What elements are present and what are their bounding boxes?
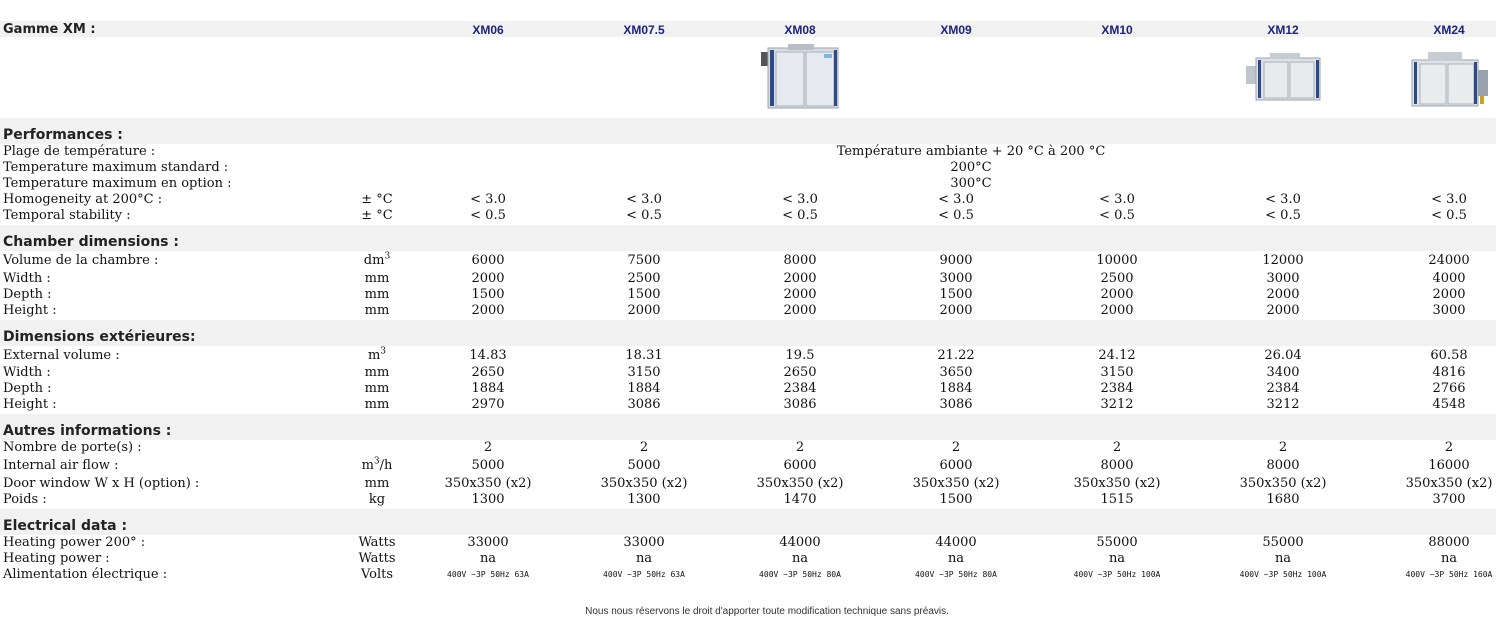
value-cell: 350x350 (x2) (912, 476, 1000, 491)
electrical-band (0, 509, 1496, 535)
value-cell: < 0.5 (1265, 208, 1301, 223)
value-cell: 2500 (1100, 271, 1134, 286)
row-unit (365, 287, 390, 303)
value-cell: 3700 (1432, 492, 1466, 507)
value-cell: 2000 (1432, 287, 1466, 302)
unit-text: mm (364, 476, 390, 491)
value-cell: 7500 (627, 253, 661, 268)
row-unit (368, 348, 386, 364)
value-cell: 350x350 (x2) (600, 476, 688, 491)
value-cell: 4000 (1432, 271, 1466, 286)
value-cell: 6000 (471, 253, 505, 268)
row-chamber-width (0, 271, 1496, 287)
value-cell: 400V ~3P 50Hz 63A (603, 570, 685, 579)
value-cell: 1680 (1266, 492, 1300, 507)
row-value: 300°C (950, 176, 992, 191)
value-cell: < 3.0 (470, 192, 506, 207)
row-label: Homogeneity at 200°C : (3, 192, 163, 207)
value-cell: < 3.0 (1431, 192, 1467, 207)
value-cell: < 0.5 (1099, 208, 1135, 223)
value-cell: na (479, 551, 497, 566)
row-label: Temperature maximum standard : (3, 160, 229, 175)
value-cell: 1500 (471, 287, 505, 302)
row-chamber-height (0, 303, 1496, 319)
value-cell: na (1440, 551, 1458, 566)
value-cell: 5000 (471, 458, 505, 473)
value-cell: 350x350 (x2) (1405, 476, 1493, 491)
value-cell: 350x350 (x2) (1239, 476, 1327, 491)
row-unit (365, 397, 390, 413)
value-cell: 16000 (1428, 458, 1470, 473)
value-cell: < 0.5 (938, 208, 974, 223)
value-cell: 400V ~3P 50Hz 63A (447, 570, 529, 579)
value-cell: 350x350 (x2) (756, 476, 844, 491)
row-temporal-stability (0, 208, 1496, 224)
value-cell: 2000 (627, 303, 661, 318)
unit-text: Watts (358, 535, 396, 550)
model-header: XM08 (784, 23, 816, 37)
row-unit (365, 303, 390, 319)
value-cell: 400V ~3P 50Hz 100A (1073, 570, 1161, 579)
value-cell: 2000 (783, 287, 817, 302)
row-temp-range (0, 144, 1496, 160)
value-cell: 2500 (627, 271, 661, 286)
value-cell: 3000 (1432, 303, 1466, 318)
row-label: Depth : (3, 381, 52, 396)
value-cell: 2384 (783, 381, 817, 396)
value-cell: 2384 (1266, 381, 1300, 396)
row-heating-power (0, 551, 1496, 567)
row-label: Depth : (3, 287, 52, 302)
unit-text: mm (364, 381, 390, 396)
row-temp-max-standard (0, 160, 1496, 176)
oven-image-xm12 (1244, 52, 1324, 102)
value-cell: 2000 (471, 303, 505, 318)
row-unit (364, 253, 390, 269)
value-cell: < 0.5 (1431, 208, 1467, 223)
value-cell: 2000 (1100, 287, 1134, 302)
value-cell: 1500 (627, 287, 661, 302)
row-external-depth (0, 381, 1496, 397)
row-chamber-volume (0, 253, 1496, 269)
row-unit (358, 551, 395, 567)
value-cell: 2000 (471, 271, 505, 286)
value-cell: < 3.0 (1099, 192, 1135, 207)
row-label: Poids : (3, 492, 47, 507)
value-cell: 2 (639, 440, 649, 455)
row-unit (369, 492, 385, 508)
value-cell: 5000 (627, 458, 661, 473)
value-cell: 3000 (1266, 271, 1300, 286)
value-cell: 88000 (1428, 535, 1470, 550)
value-cell: 3650 (939, 365, 973, 380)
value-cell: 21.22 (937, 348, 975, 363)
value-cell: < 0.5 (470, 208, 506, 223)
unit-text: mm (364, 397, 390, 412)
row-external-volume (0, 348, 1496, 364)
row-homogeneity (0, 192, 1496, 208)
value-cell: na (1274, 551, 1292, 566)
section-performances: Performances : (3, 127, 123, 143)
value-cell: na (635, 551, 653, 566)
row-label: Height : (3, 303, 57, 318)
value-cell: 1500 (939, 287, 973, 302)
row-air-flow (0, 458, 1496, 474)
unit-tail: /h (379, 458, 393, 473)
row-unit (361, 567, 393, 583)
row-label: Width : (3, 365, 51, 380)
row-unit (365, 365, 390, 381)
model-header: XM12 (1267, 23, 1299, 37)
model-header: XM06 (472, 23, 504, 37)
value-cell: 14.83 (469, 348, 507, 363)
oven-image-xm24 (1408, 50, 1492, 108)
value-cell: 44000 (935, 535, 977, 550)
value-cell: 2384 (1100, 381, 1134, 396)
oven-image-xm08 (758, 42, 842, 112)
value-cell: 2970 (471, 397, 505, 412)
value-cell: 3400 (1266, 365, 1300, 380)
value-cell: < 3.0 (626, 192, 662, 207)
value-cell: 3086 (939, 397, 973, 412)
row-chamber-depth (0, 287, 1496, 303)
row-label: Plage de température : (3, 144, 156, 159)
value-cell: 6000 (783, 458, 817, 473)
value-cell: 26.04 (1264, 348, 1302, 363)
model-header: XM10 (1101, 23, 1133, 37)
row-unit (362, 458, 393, 474)
row-label: Heating power 200° : (3, 535, 146, 550)
row-external-height (0, 397, 1496, 413)
value-cell: 2000 (1100, 303, 1134, 318)
row-unit (361, 192, 392, 208)
value-cell: 400V ~3P 50Hz 80A (759, 570, 841, 579)
value-cell: 350x350 (x2) (444, 476, 532, 491)
value-cell: 33000 (467, 535, 509, 550)
value-cell: 2000 (783, 271, 817, 286)
footer-note: Nous nous réservons le droit d'apporter toute modification technique sans préavis. (585, 606, 949, 617)
value-cell: 44000 (779, 535, 821, 550)
row-weight (0, 492, 1496, 508)
unit-text: mm (364, 271, 390, 286)
value-cell: 2 (1278, 440, 1288, 455)
value-cell: 12000 (1262, 253, 1304, 268)
row-value: 200°C (950, 160, 992, 175)
value-cell: 24000 (1428, 253, 1470, 268)
unit-text: ± °C (361, 192, 393, 207)
model-header: XM24 (1433, 23, 1465, 37)
row-label: Temperature maximum en option : (3, 176, 232, 191)
value-cell: 2650 (471, 365, 505, 380)
section-electrical: Electrical data : (3, 518, 128, 534)
value-cell: 1470 (783, 492, 817, 507)
row-label: Alimentation électrique : (3, 567, 168, 582)
unit-superscript: 3 (380, 346, 387, 357)
value-cell: 1884 (627, 381, 661, 396)
value-cell: 350x350 (x2) (1073, 476, 1161, 491)
value-cell: 8000 (783, 253, 817, 268)
value-cell: 1500 (939, 492, 973, 507)
value-cell: 60.58 (1430, 348, 1468, 363)
value-cell: 24.12 (1098, 348, 1136, 363)
value-cell: 2 (951, 440, 961, 455)
value-cell: < 3.0 (938, 192, 974, 207)
row-label: Door window W x H (option) : (3, 476, 200, 491)
value-cell: 55000 (1262, 535, 1304, 550)
value-cell: 8000 (1100, 458, 1134, 473)
unit-text: m (367, 348, 381, 363)
value-cell: 2 (795, 440, 805, 455)
row-temp-max-option (0, 176, 1496, 192)
value-cell: 1884 (471, 381, 505, 396)
row-label: Height : (3, 397, 57, 412)
value-cell: 6000 (939, 458, 973, 473)
value-cell: 2766 (1432, 381, 1466, 396)
value-cell: 4548 (1432, 397, 1466, 412)
value-cell: 55000 (1096, 535, 1138, 550)
value-cell: 3150 (1100, 365, 1134, 380)
chamber-band (0, 225, 1496, 251)
row-unit (365, 271, 390, 287)
value-cell: 3086 (627, 397, 661, 412)
unit-superscript: 3 (384, 251, 391, 262)
row-heating-power-200 (0, 535, 1496, 551)
row-door-window (0, 476, 1496, 492)
value-cell: 9000 (939, 253, 973, 268)
value-cell: < 0.5 (782, 208, 818, 223)
value-cell: 400V ~3P 50Hz 80A (915, 570, 997, 579)
unit-text: Volts (360, 567, 394, 582)
value-cell: 33000 (623, 535, 665, 550)
value-cell: 2650 (783, 365, 817, 380)
value-cell: 2000 (1266, 303, 1300, 318)
value-cell: 1884 (939, 381, 973, 396)
value-cell: 2 (1112, 440, 1122, 455)
model-header: XM09 (940, 23, 972, 37)
exterior-band (0, 320, 1496, 346)
unit-text: ± °C (361, 208, 393, 223)
row-doors (0, 440, 1496, 456)
row-external-width (0, 365, 1496, 381)
unit-superscript: 3 (373, 456, 380, 467)
autres-band (0, 414, 1496, 440)
value-cell: 2000 (783, 303, 817, 318)
value-cell: 3086 (783, 397, 817, 412)
value-cell: 19.5 (785, 348, 815, 363)
row-value: Température ambiante + 20 °C à 200 °C (836, 144, 1106, 159)
value-cell: 2 (1444, 440, 1454, 455)
row-label: Internal air flow : (3, 458, 119, 473)
value-cell: 400V ~3P 50Hz 160A (1405, 570, 1493, 579)
value-cell: 1300 (471, 492, 505, 507)
value-cell: 4816 (1432, 365, 1466, 380)
row-unit (358, 535, 395, 551)
row-unit (365, 381, 390, 397)
range-title: Gamme XM : (3, 22, 96, 37)
value-cell: 1515 (1100, 492, 1134, 507)
value-cell: 1300 (627, 492, 661, 507)
row-electrical-supply (0, 567, 1496, 583)
value-cell: 18.31 (625, 348, 663, 363)
performances-band (0, 118, 1496, 144)
value-cell: 3212 (1266, 397, 1300, 412)
value-cell: 10000 (1096, 253, 1138, 268)
unit-text: mm (364, 287, 390, 302)
value-cell: 2000 (1266, 287, 1300, 302)
section-exterior: Dimensions extérieures: (3, 329, 196, 345)
unit-text: Watts (358, 551, 396, 566)
value-cell: 8000 (1266, 458, 1300, 473)
section-chamber: Chamber dimensions : (3, 234, 179, 250)
value-cell: 3000 (939, 271, 973, 286)
row-label: Temporal stability : (3, 208, 131, 223)
row-label: Nombre de porte(s) : (3, 440, 142, 455)
value-cell: 3150 (627, 365, 661, 380)
row-unit (365, 476, 390, 492)
value-cell: na (947, 551, 965, 566)
unit-text: m (361, 458, 374, 473)
value-cell: 3212 (1100, 397, 1134, 412)
row-label: Width : (3, 271, 51, 286)
row-label: Volume de la chambre : (3, 253, 159, 268)
value-cell: < 3.0 (782, 192, 818, 207)
row-label: External volume : (3, 348, 120, 363)
value-cell: < 3.0 (1265, 192, 1301, 207)
value-cell: < 0.5 (626, 208, 662, 223)
unit-text: mm (364, 365, 390, 380)
model-header: XM07.5 (623, 23, 665, 37)
value-cell: na (1108, 551, 1126, 566)
section-autres: Autres informations : (3, 423, 172, 439)
unit-text: kg (368, 492, 386, 507)
value-cell: 2 (483, 440, 493, 455)
value-cell: 400V ~3P 50Hz 100A (1239, 570, 1327, 579)
row-unit (361, 208, 392, 224)
value-cell: na (791, 551, 809, 566)
value-cell: 2000 (939, 303, 973, 318)
unit-text: dm (363, 253, 385, 268)
unit-text: mm (364, 303, 390, 318)
row-label: Heating power : (3, 551, 110, 566)
